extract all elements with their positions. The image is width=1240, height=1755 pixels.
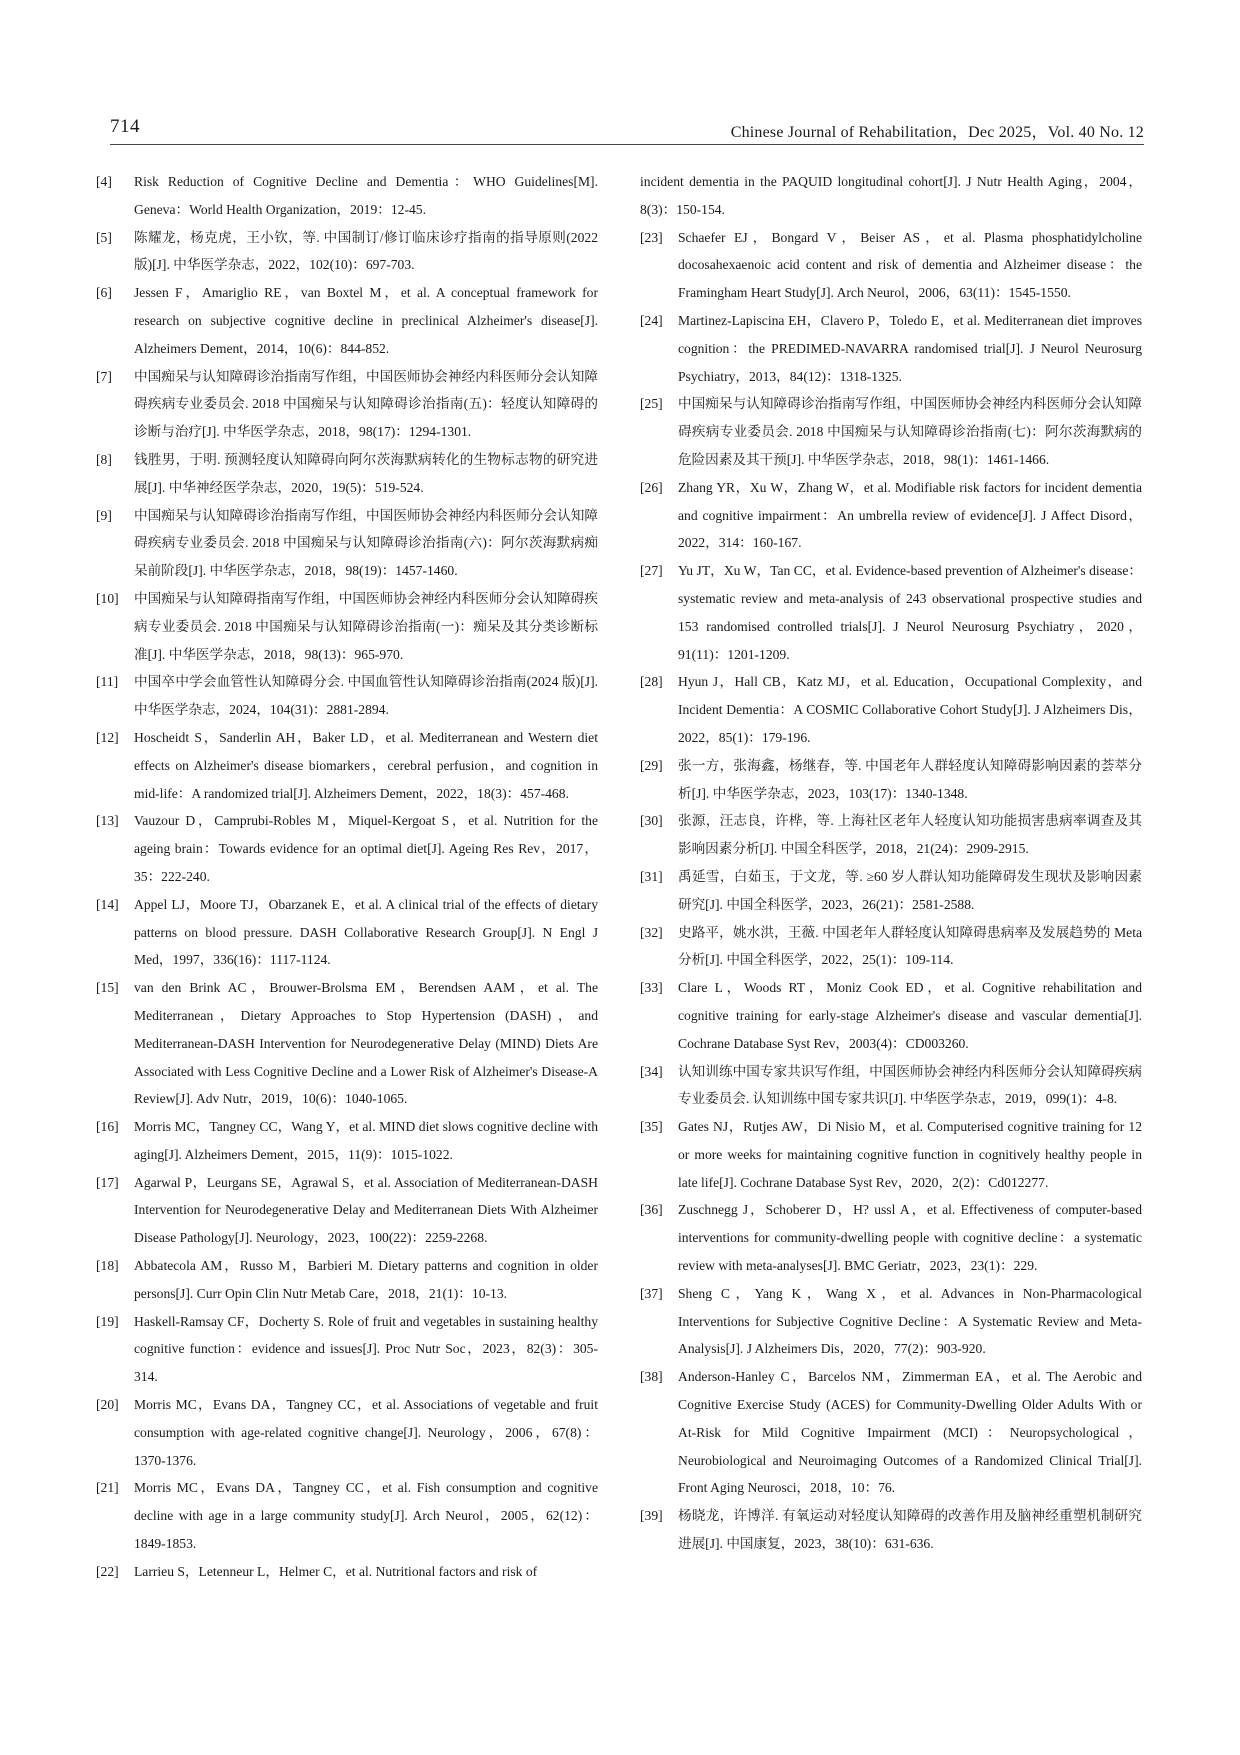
- reference-number: [4]: [96, 174, 112, 189]
- reference-text: Morris MC，Evans DA，Tangney CC，et al. Associations of vegetable and fruit consumption with age-related cognitive change[J]. Neurology，2006，67(8)：1370-1376.: [134, 1397, 598, 1468]
- reference-item: [96, 1252, 598, 1308]
- reference-text: 张一方，张海鑫，杨继春，等. 中国老年人群轻度认知障碍影响因素的荟萃分析[J]. 中华医学杂志，2023，103(17)：1340-1348.: [678, 757, 1142, 801]
- reference-number: [24]: [640, 312, 663, 328]
- reference-item: [640, 390, 1142, 473]
- reference-item: [640, 863, 1142, 919]
- reference-text: Sheng C，Yang K，Wang X，et al. Advances in Non-Pharmacological Interventions for Subjective Cognitive Decline：A Systematic Review and Meta-Analysis[J]. J Alzheimers Dis，2020，77(2)：903-920.: [678, 1285, 1142, 1357]
- reference-number: [34]: [640, 1063, 663, 1079]
- reference-number: [32]: [640, 924, 663, 940]
- reference-text: 中国痴呆与认知障碍指南写作组，中国医师协会神经内科医师分会认知障碍疾病专业委员会. 2018 中国痴呆与认知障碍诊治指南(一)：痴呆及其分类诊断标准[J]. 中华医学杂志，2018，98(13)：965-970.: [134, 590, 598, 662]
- references-right-column: [640, 168, 1142, 1558]
- reference-item: [96, 1113, 598, 1169]
- reference-item: [640, 1196, 1142, 1279]
- reference-text: Risk Reduction of Cognitive Decline and Dementia：WHO Guidelines[M]. Geneva：World Health Organization，2019：12-45.: [134, 174, 598, 217]
- reference-number: [25]: [640, 396, 663, 412]
- reference-item: [640, 1113, 1142, 1196]
- reference-text: 禹延雪，白茹玉，于文龙，等. ≥60 岁人群认知功能障碍发生现状及影响因素研究[J]. 中国全科医学，2023，26(21)：2581-2588.: [678, 868, 1142, 912]
- reference-number: [37]: [640, 1285, 663, 1301]
- reference-number: [28]: [640, 674, 663, 690]
- reference-number: [35]: [640, 1119, 663, 1135]
- reference-number: [12]: [96, 729, 119, 745]
- reference-item: [96, 807, 598, 890]
- reference-text: 钱胜男，于明. 预测轻度认知障碍向阿尔茨海默病转化的生物标志物的研究进展[J]. 中华神经医学杂志，2020，19(5)：519-524.: [134, 451, 598, 495]
- reference-text: Clare L，Woods RT，Moniz Cook ED，et al. Cognitive rehabilitation and cognitive training for early-stage Alzheimer's disease and vascular dementia[J]. Cochrane Database Syst Rev，2003(4)：CD003260.: [678, 980, 1142, 1051]
- reference-number: [13]: [96, 813, 119, 829]
- reference-text: 中国痴呆与认知障碍诊治指南写作组，中国医师协会神经内科医师分会认知障碍疾病专业委员会. 2018 中国痴呆与认知障碍诊治指南(五)：轻度认知障碍的诊断与治疗[J]. 中华医学杂志，2018，98(17)：1294-1301.: [134, 368, 598, 440]
- reference-item: [640, 807, 1142, 863]
- reference-number: [17]: [96, 1174, 119, 1190]
- reference-text: 杨晓龙，许博洋. 有氧运动对轻度认知障碍的改善作用及脑神经重塑机制研究进展[J]. 中国康复，2023，38(10)：631-636.: [678, 1508, 1142, 1552]
- reference-text: 史路平，姚水洪，王薇. 中国老年人群轻度认知障碍患病率及发展趋势的 Meta 分析[J]. 中国全科医学，2022，25(1)：109-114.: [678, 924, 1142, 968]
- reference-number: [39]: [640, 1508, 663, 1524]
- reference-text: 中国痴呆与认知障碍诊治指南写作组，中国医师协会神经内科医师分会认知障碍疾病专业委员会. 2018 中国痴呆与认知障碍诊治指南(六)：阿尔茨海默病痴呆前阶段[J]. 中华医学杂志，2018，98(19)：1457-1460.: [134, 507, 598, 579]
- reference-item: [96, 502, 598, 585]
- reference-item: [96, 363, 598, 446]
- reference-text: Haskell-Ramsay CF，Docherty S. Role of fruit and vegetables in sustaining healthy cognitive function：evidence and issues[J]. Proc Nutr Soc，2023，82(3)：305-314.: [134, 1313, 598, 1385]
- reference-number: [23]: [640, 229, 663, 245]
- reference-text: Agarwal P，Leurgans SE，Agrawal S，et al. Association of Mediterranean-DASH Intervention for Neurodegenerative Delay and Mediterranean Diets With Alzheimer Disease Pathology[J]. Neurology，2023，100(22)：2259-2268.: [134, 1174, 598, 1246]
- reference-item: [640, 1058, 1142, 1114]
- reference-item: [640, 752, 1142, 808]
- reference-text: Hyun J，Hall CB，Katz MJ，et al. Education，Occupational Complexity，and Incident Dementia：A COSMIC Collaborative Cohort Study[J]. J Alzheimers Dis，2022，85(1)：179-196.: [678, 674, 1142, 745]
- reference-number: [21]: [96, 1480, 119, 1496]
- reference-text: Schaefer EJ，Bongard V，Beiser AS，et al. Plasma phosphatidylcholine docosahexaenoic acid content and risk of dementia and Alzheimer disease：the Framingham Heart Study[J]. Arch Neurol，2006，63(11)：1545-1550.: [678, 229, 1142, 301]
- header-rule: [110, 144, 1144, 145]
- reference-text: Gates NJ，Rutjes AW，Di Nisio M，et al. Computerised cognitive training for 12 or more weeks for maintaining cognitive function in cognitively healthy people in late life[J]. Cochrane Database Syst Rev，2020，2(2)：Cd012277.: [678, 1119, 1142, 1190]
- reference-item: [640, 919, 1142, 975]
- reference-item: [96, 585, 598, 668]
- reference-text: Hoscheidt S，Sanderlin AH，Baker LD，et al. Mediterranean and Western diet effects on Alzheimer's disease biomarkers，cerebral perfusion，and cognition in mid-life：A randomized trial[J]. Alzheimers Dement，2022，18(3)：457-468.: [134, 729, 598, 801]
- reference-item: [640, 668, 1142, 751]
- reference-text: 张源，汪志良，许桦，等. 上海社区老年人轻度认知功能损害患病率调查及其影响因素分析[J]. 中国全科医学，2018，21(24)：2909-2915.: [678, 813, 1142, 857]
- reference-item: [640, 557, 1142, 668]
- reference-text: Abbatecola AM，Russo M，Barbieri M. Dietary patterns and cognition in older persons[J]. Curr Opin Clin Nutr Metab Care，2018，21(1)：10-13.: [134, 1258, 598, 1301]
- reference-text: Morris MC，Evans DA，Tangney CC，et al. Fish consumption and cognitive decline with age in a large community study[J]. Arch Neurol，2005，62(12)：1849-1853.: [134, 1480, 598, 1552]
- reference-item: [640, 224, 1142, 307]
- reference-text: 认知训练中国专家共识写作组，中国医师协会神经内科医师分会认知障碍疾病专业委员会. 认知训练中国专家共识[J]. 中华医学杂志，2019，099(1)：4-8.: [678, 1063, 1142, 1107]
- reference-number: [31]: [640, 868, 663, 884]
- reference-item: [640, 307, 1142, 390]
- reference-number: [26]: [640, 479, 663, 495]
- reference-number: [30]: [640, 813, 663, 829]
- reference-item: [640, 1363, 1142, 1502]
- reference-item: [640, 1280, 1142, 1363]
- reference-number: [5]: [96, 229, 112, 245]
- reference-number: [27]: [640, 563, 663, 579]
- references-left-column: [96, 168, 598, 1586]
- reference-text: 中国痴呆与认知障碍诊治指南写作组，中国医师协会神经内科医师分会认知障碍疾病专业委员会. 2018 中国痴呆与认知障碍诊治指南(七)：阿尔茨海默病的危险因素及其干预[J]. 中华医学杂志，2018，98(1)：1461-1466.: [678, 396, 1142, 467]
- reference-number: [20]: [96, 1397, 119, 1413]
- reference-item: [96, 891, 598, 974]
- reference-number: [7]: [96, 368, 112, 384]
- reference-item: [96, 446, 598, 502]
- reference-text: Martinez-Lapiscina EH，Clavero P，Toledo E，et al. Mediterranean diet improves cognition：the PREDIMED-NAVARRA randomised trial[J]. J Neurol Neurosurg Psychiatry，2013，84(12)：1318-1325.: [678, 312, 1142, 384]
- reference-item: [96, 279, 598, 362]
- reference-text: Morris MC，Tangney CC，Wang Y，et al. MIND diet slows cognitive decline with aging[J]. Alzheimers Dement，2015，11(9)：1015-1022.: [134, 1119, 598, 1162]
- reference-number: [8]: [96, 451, 112, 467]
- reference-item: [96, 1308, 598, 1391]
- reference-item: [96, 1169, 598, 1252]
- reference-continuation: incident dementia in the PAQUID longitudinal cohort[J]. J Nutr Health Aging，2004，8(3)：150-154.: [640, 174, 1142, 217]
- reference-item: [96, 168, 598, 224]
- reference-number: [14]: [96, 896, 119, 912]
- reference-item: [96, 224, 598, 280]
- reference-text: Yu JT，Xu W，Tan CC，et al. Evidence-based prevention of Alzheimer's disease：systematic review and meta-analysis of 243 observational prospective studies and 153 randomised controlled trials[J]. J Neurol Neurosurg Psychiatry，2020，91(11)：1201-1209.: [678, 563, 1142, 662]
- reference-number: [11]: [96, 674, 119, 690]
- reference-number: [22]: [96, 1563, 119, 1579]
- reference-item: [640, 974, 1142, 1057]
- reference-number: [38]: [640, 1369, 663, 1385]
- reference-item: [96, 974, 598, 1113]
- reference-number: [36]: [640, 1202, 663, 1218]
- journal-running-header: Chinese Journal of Rehabilitation，Dec 2025，Vol. 40 No. 12: [730, 124, 1144, 141]
- reference-number: [16]: [96, 1119, 119, 1135]
- reference-item: [96, 1391, 598, 1474]
- reference-item: [96, 668, 598, 724]
- reference-number: [18]: [96, 1258, 119, 1274]
- reference-number: [19]: [96, 1313, 119, 1329]
- page-number: 714: [110, 116, 140, 137]
- reference-text: Appel LJ，Moore TJ，Obarzanek E，et al. A clinical trial of the effects of dietary patterns on blood pressure. DASH Collaborative Research Group[J]. N Engl J Med，1997，336(16)：1117-1124.: [134, 896, 598, 968]
- reference-item: [96, 1558, 598, 1586]
- reference-number: [9]: [96, 507, 112, 523]
- reference-text: Zuschnegg J，Schoberer D，H? ussl A，et al. Effectiveness of computer-based interventions for community-dwelling people with cognitive decline：a systematic review with meta-analyses[J]. BMC Geriatr，2023，23(1)：229.: [678, 1202, 1142, 1274]
- reference-number: [15]: [96, 980, 119, 996]
- reference-text: 中国卒中学会血管性认知障碍分会. 中国血管性认知障碍诊治指南(2024 版)[J]. 中华医学杂志，2024，104(31)：2881-2894.: [134, 674, 598, 718]
- reference-text: Jessen F，Amariglio RE，van Boxtel M，et al. A conceptual framework for research on subjective cognitive decline in preclinical Alzheimer's disease[J]. Alzheimers Dement，2014，10(6)：844-852.: [134, 285, 598, 356]
- reference-text: 陈耀龙，杨克虎，王小钦，等. 中国制订/修订临床诊疗指南的指导原则(2022 版)[J]. 中华医学杂志，2022，102(10)：697-703.: [134, 229, 598, 273]
- reference-text: van den Brink AC，Brouwer-Brolsma EM，Berendsen AAM，et al. The Mediterranean，Dietary Approaches to Stop Hypertension (DASH)，and Mediterranean-DASH Intervention for Neurodegenerative Delay (MIND) Diets Are Associated with Less Cognitive Decline and a Lower Risk of Alzheimer's Disease-A Review[J]. Adv Nutr，2019，10(6)：1040-1065.: [134, 980, 598, 1107]
- reference-text: Vauzour D，Camprubi-Robles M，Miquel-Kergoat S，et al. Nutrition for the ageing brain：Towards evidence for an optimal diet[J]. Ageing Res Rev，2017，35：222-240.: [134, 813, 598, 884]
- reference-item: [96, 1474, 598, 1557]
- reference-number: [29]: [640, 757, 663, 773]
- reference-item: [640, 474, 1142, 557]
- reference-item: [96, 724, 598, 807]
- reference-text: Zhang YR，Xu W，Zhang W，et al. Modifiable risk factors for incident dementia and cognitive impairment：An umbrella review of evidence[J]. J Affect Disord，2022，314：160-167.: [678, 479, 1142, 551]
- reference-number: [33]: [640, 980, 663, 996]
- reference-text: Anderson-Hanley C，Barcelos NM，Zimmerman EA，et al. The Aerobic and Cognitive Exercise Study (ACES) for Community-Dwelling Older Adults With or At-Risk for Mild Cognitive Impairment (MCI)：Neuropsychological，Neurobiological and Neuroimaging Outcomes of a Randomized Clinical Trial[J]. Front Aging Neurosci，2018，10：76.: [678, 1369, 1142, 1496]
- reference-number: [6]: [96, 285, 112, 301]
- reference-text: Larrieu S，Letenneur L，Helmer C，et al. Nutritional factors and risk of: [134, 1563, 538, 1579]
- reference-number: [10]: [96, 590, 119, 606]
- reference-item: [640, 1502, 1142, 1558]
